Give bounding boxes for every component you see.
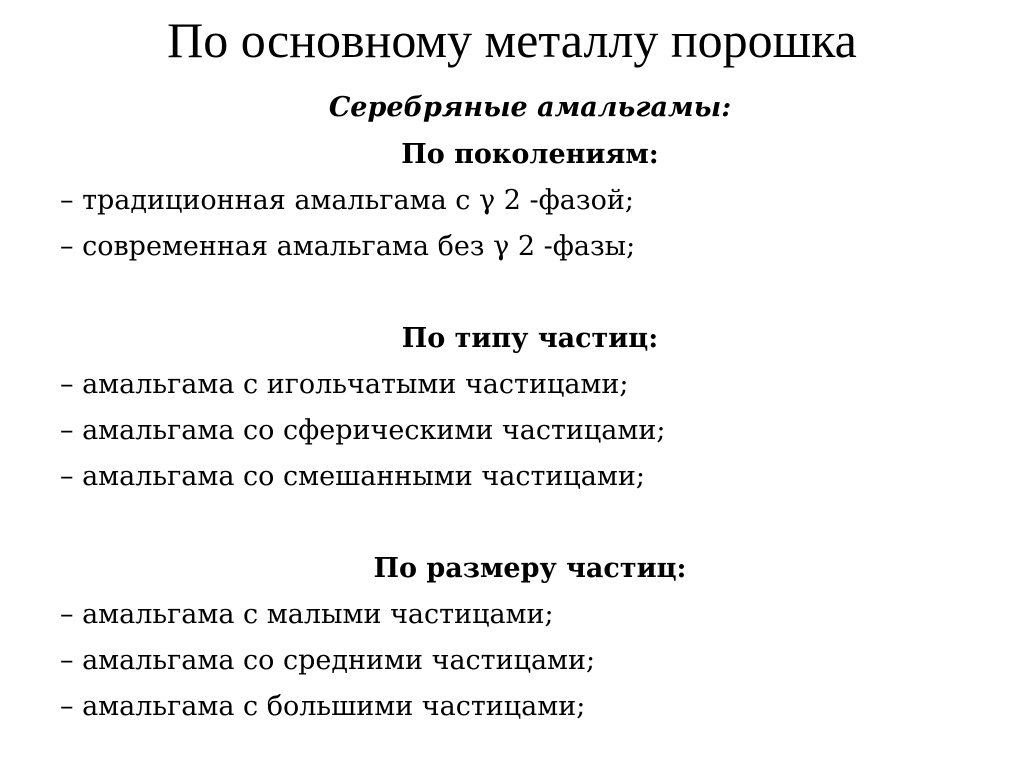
list-item: – амальгама со смешанными частицами; <box>60 461 645 492</box>
list-item: – традиционная амальгама с γ 2 -фазой; <box>60 185 634 216</box>
slide-content <box>60 84 1000 730</box>
list-item: – амальгама с малыми частицами; <box>60 599 554 630</box>
list-item: – современная амальгама без γ 2 -фазы; <box>60 231 636 262</box>
list-item: – амальгама с игольчатыми частицами; <box>60 369 629 400</box>
slide-subtitle: Серебряные амальгамы: <box>328 92 732 123</box>
section-heading-particle-type: По типу частиц: <box>401 323 659 354</box>
section-heading-generations: По поколениям: <box>401 139 659 170</box>
list-item: – амальгама со сферическими частицами; <box>60 415 666 446</box>
slide-title: По основному металлу порошка <box>167 12 857 68</box>
section-spacer <box>60 500 1000 546</box>
section-spacer <box>60 270 1000 316</box>
section-heading-particle-size: По размеру частиц: <box>373 553 687 584</box>
list-item: – амальгама с большими частицами; <box>60 691 586 722</box>
list-item: – амальгама со средними частицами; <box>60 645 596 676</box>
